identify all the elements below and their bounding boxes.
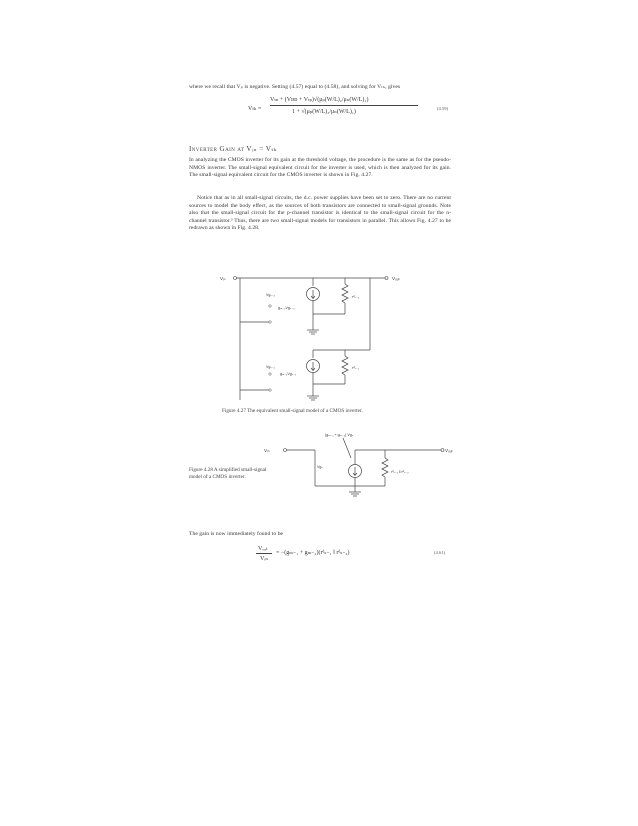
vin-terminal — [234, 277, 237, 280]
vout-terminal — [385, 277, 388, 280]
paragraph-1: In analyzing the CMOS inverter for its gain at the threshold voltage, the procedure is the same as for the pseudo-NMOS inverter. The small-signal equivalent circuit for the inverter is used, which is then analyzed for its gain. The small-signal equivalent circuit for the CMOS inverter is shown in Fig. 4.27. — [189, 157, 451, 179]
rds2-label: rᵈₛ₋₂ — [352, 295, 360, 299]
figure-4-27 — [200, 270, 440, 410]
vin-label-2: Vᵢₙ — [264, 448, 270, 453]
paragraph-2: Notice that as in all small-signal circuits, the d.c. power supplies have been set to zero. There are no current sources to model the body effect, as the sources of both transistors are connected to small-signal grounds. Note also that the small-signal circuit for the p-channel transistor is identical to the small-signal circuit for the n-channel transistor.³ Thus, there are two small-signal models for transistors in parallel. This allows Fig. 4.27 to be redrawn as shown in Fig. 4.28. — [189, 195, 451, 232]
vin-label: Vᵢₙ — [220, 276, 226, 281]
rds2-resistor — [342, 284, 348, 303]
vgs1-label: Vɡₛ₋₁ — [266, 365, 275, 369]
intro-line: where we recall that Vₚ is negative. Setting (4.57) equal to (4.58), and solving for Vₜₕ, gives — [189, 84, 401, 90]
vgs-label: Vɡₛ — [317, 465, 323, 469]
eq461-numerator: Vₒᵤₜ — [258, 546, 268, 552]
vout-label: Vₒᵤₜ — [392, 276, 400, 281]
source-label: (gₘ₋₁ + gₘ₋₂) Vɡₛ — [325, 433, 354, 437]
gm2-label: gₘ₋₂Vɡₛ₋₂ — [278, 306, 295, 310]
eq461-rhs: = −(gₘ₋₁ + gₘ₋₂)(rᵈₛ₋₁ ‖ rᵈₛ₋₂) — [276, 550, 350, 556]
eq-number: (4.59) — [437, 106, 449, 111]
eq-denominator: 1 + √(μₚ(W/L)₂/μₙ(W/L)₁) — [292, 109, 356, 115]
eq-lhs: Vₜₕ = — [248, 106, 262, 112]
vgs2-label: Vɡₛ₋₂ — [266, 293, 276, 297]
rds-parallel-resistor — [382, 458, 388, 477]
rds1-label: rᵈₛ₋₁ — [352, 366, 360, 370]
figure-4-28-caption: Figure 4.28 A simplified small-signal model of a CMOS inverter. — [189, 467, 267, 480]
rds1-resistor — [342, 356, 348, 375]
figure-4-27-caption: Figure 4.27 The equivalent small-signal model of a CMOS inverter. — [222, 408, 363, 414]
eq461-number: (4.61) — [434, 550, 446, 555]
eq461-denominator: Vᵢₙ — [260, 556, 268, 562]
section-heading: Inverter Gain at Vᵢₙ = Vₜₕ — [189, 145, 278, 153]
eq-fraction-bar — [270, 105, 418, 106]
eq461-fraction-bar — [256, 553, 272, 554]
eq-numerator: Vₜₙ + (Vᴅᴅ + Vₜₚ)√(μₚ(W/L)₂/μₙ(W/L)₁) — [270, 97, 369, 103]
rds-parallel-label: rᵈₛ₋₁ ‖ rᵈₛ₋₂ — [391, 470, 409, 474]
vout-label-2: Vₒᵤₜ — [445, 448, 453, 453]
gain-text: The gain is now immediately found to be — [189, 531, 284, 537]
figure-4-28 — [255, 428, 455, 508]
gm1-label: gₘ₋₁Vɡₛ₋₁ — [280, 372, 297, 376]
